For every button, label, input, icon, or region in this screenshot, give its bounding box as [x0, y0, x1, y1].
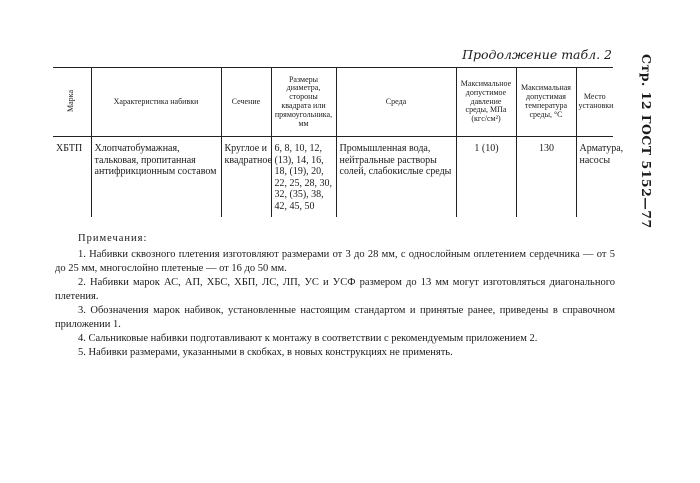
- note-item: 5. Набивки размерами, указанными в скобках, в новых конструкциях не применять.: [78, 347, 453, 358]
- cell-medium: Промышленная вода, нейтральные растворы солей, слабокислые среды: [336, 137, 456, 218]
- header-medium: Среда: [336, 68, 456, 137]
- cell-installation-place: Арматура, насосы: [576, 137, 613, 218]
- header-section: Сечение: [221, 68, 271, 137]
- table-row: [53, 137, 613, 218]
- cell-dimensions: 6, 8, 10, 12, (13), 14, 16, 18, (19), 20, 22, 25, 28, 30, 32, (35), 38, 42, 45, 50: [271, 137, 336, 218]
- cell-max-pressure: 1 (10): [456, 137, 516, 218]
- cell-characteristic: Хлопчатобумажная, тальковая, пропитанная антифрикционным составом: [91, 137, 221, 218]
- note-item: 1. Набивки сквозного плетения изготовляют размерами от 3 до 28 мм, с однослойным оплетением сердечника — от 5 до 25 мм, многослойно плетеные — от 16 до 50 мм.: [55, 249, 615, 274]
- table-header-row: [53, 68, 613, 137]
- side-header: Стр. 12 ГОСТ 5152—77: [639, 54, 654, 229]
- header-dimensions: Размеры диаметра, стороны квадрата или прямоугольника, мм: [271, 68, 336, 137]
- cell-mark: ХБТП: [56, 143, 83, 154]
- note-item: 2. Набивки марок АС, АП, ХБС, ХБП, ЛС, ЛП, УС и УСФ размером до 13 мм могут изготовляться диагонального плетения.: [55, 277, 615, 302]
- cell-max-temperature: 130: [516, 137, 576, 218]
- header-max-pressure: Максимальное допустимое давление среды, МПа (кгс/см²): [456, 68, 516, 137]
- packing-spec-table: [53, 67, 624, 217]
- header-mark: Марка: [53, 68, 91, 137]
- note-item: 3. Обозначения марок набивок, установленные настоящим стандартом и принятые ранее, приведены в справочном приложении 1.: [55, 305, 615, 330]
- cell-section: Круглое и квадратное: [221, 137, 271, 218]
- notes-title: Примечания:: [78, 233, 148, 244]
- header-installation-place: Место установки: [576, 68, 613, 137]
- note-item: 4. Сальниковые набивки подготавливают к монтажу в соответствии с рекомендуемым приложением 2.: [78, 333, 538, 344]
- header-max-temperature: Максимальная допустимая температура среды, °С: [516, 68, 576, 137]
- header-characteristic: Характеристика набивки: [91, 68, 221, 137]
- table-continuation-label: Продолжение табл. 2: [462, 47, 612, 62]
- notes-section: [55, 232, 615, 360]
